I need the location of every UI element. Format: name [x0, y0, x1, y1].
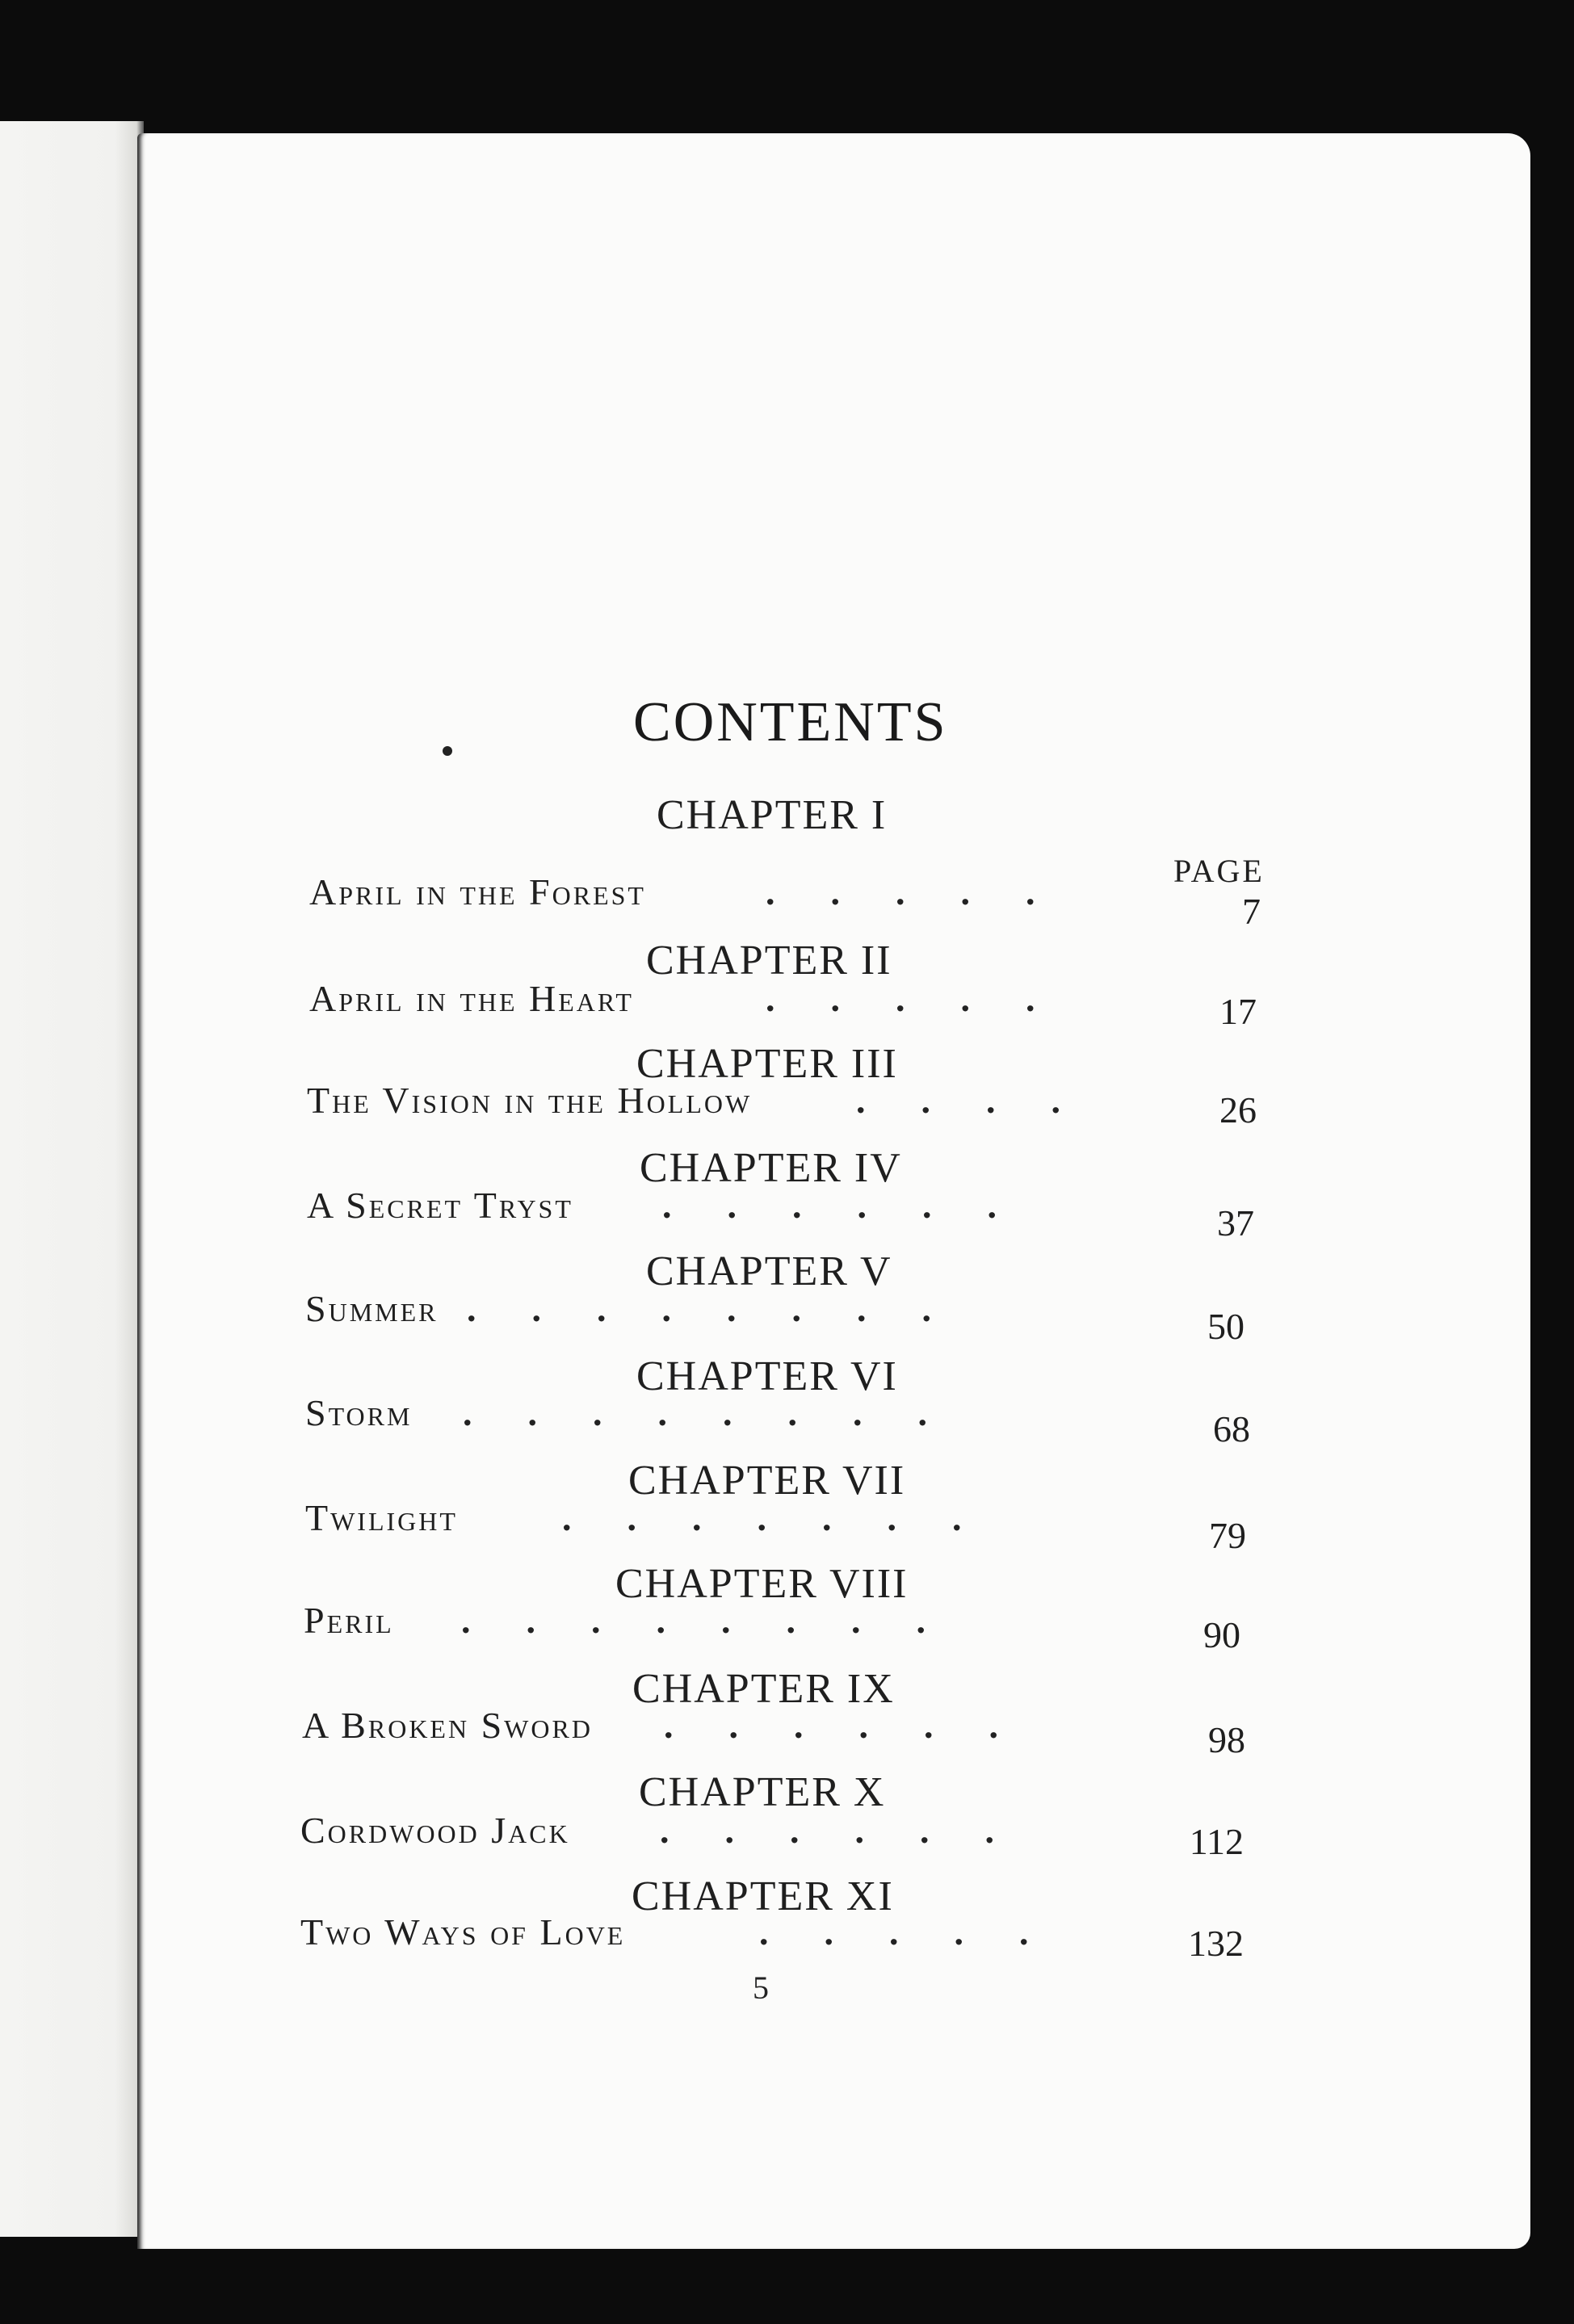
toc-entry[interactable] — [307, 1184, 1254, 1244]
toc-entry[interactable] — [300, 1809, 1244, 1865]
toc-entry[interactable] — [305, 1391, 1250, 1448]
entry-title: Peril — [304, 1600, 394, 1641]
chapter-heading: CHAPTER VI — [636, 1353, 898, 1399]
entry-title: A Broken Sword — [302, 1705, 593, 1746]
entry-page-number: 17 — [1219, 991, 1257, 1032]
leader-dots: . . . . . . . . — [461, 1600, 926, 1641]
chapter-heading: CHAPTER XI — [632, 1873, 894, 1919]
chapter-heading: CHAPTER II — [646, 938, 892, 984]
entry-title: Summer — [305, 1288, 439, 1329]
leader-dots: . . . . . — [766, 978, 1035, 1019]
toc-entry[interactable] — [309, 977, 1257, 1034]
toc-entry[interactable] — [305, 1287, 1245, 1347]
toc-entry[interactable] — [309, 870, 1261, 932]
entry-page-number: 79 — [1209, 1515, 1246, 1556]
entry-page-number: 68 — [1213, 1408, 1250, 1449]
entry-page-number: 37 — [1217, 1202, 1254, 1244]
toc-entry[interactable] — [305, 1496, 1246, 1556]
chapter-heading: CHAPTER IX — [632, 1666, 895, 1712]
chapter-heading: CHAPTER III — [636, 1041, 898, 1087]
chapter-heading: CHAPTER I — [657, 792, 888, 838]
entry-page-number: 26 — [1219, 1089, 1257, 1131]
page-folio-number: 5 — [753, 1970, 769, 2006]
entry-page-number: 112 — [1189, 1821, 1244, 1862]
entry-title: April in the Heart — [309, 978, 634, 1019]
entry-title: April in the Forest — [309, 871, 646, 912]
leader-dots: . . . . — [856, 1080, 1060, 1121]
leader-dots: . . . . . . — [662, 1185, 997, 1226]
entry-title: Cordwood Jack — [300, 1810, 570, 1851]
ink-spot — [443, 746, 452, 756]
toc-entry[interactable] — [304, 1599, 1240, 1655]
entry-page-number: 7 — [1242, 891, 1261, 932]
leader-dots: . . . . . . . . — [467, 1288, 931, 1329]
entry-title: A Secret Tryst — [307, 1185, 573, 1226]
entry-title: The Vision in the Hollow — [307, 1080, 753, 1121]
entry-page-number: 50 — [1207, 1306, 1245, 1347]
chapter-heading: CHAPTER X — [639, 1769, 886, 1815]
entry-title: Two Ways of Love — [300, 1911, 626, 1953]
chapter-heading: CHAPTER VIII — [615, 1561, 909, 1607]
entry-page-number: 98 — [1208, 1719, 1245, 1760]
leader-dots: . . . . . — [766, 871, 1035, 912]
leader-dots: . . . . . — [759, 1911, 1029, 1953]
facing-page-edge — [0, 121, 144, 2237]
entry-page-number: 132 — [1188, 1923, 1244, 1964]
entry-page-number: 90 — [1203, 1614, 1240, 1655]
entry-title: Storm — [305, 1392, 413, 1433]
leader-dots: . . . . . . . — [562, 1497, 962, 1538]
chapter-heading: CHAPTER V — [646, 1248, 892, 1294]
chapter-heading: CHAPTER IV — [640, 1145, 902, 1191]
toc-entry[interactable] — [302, 1704, 1245, 1760]
contents-heading: CONTENTS — [633, 691, 948, 753]
chapter-heading: CHAPTER VII — [628, 1458, 906, 1504]
toc-entry[interactable] — [300, 1911, 1244, 1967]
leader-dots: . . . . . . — [664, 1705, 998, 1746]
entry-title: Twilight — [305, 1497, 458, 1538]
page-column-label: PAGE — [1173, 853, 1265, 889]
leader-dots: . . . . . . . . — [463, 1392, 927, 1433]
leader-dots: . . . . . . — [660, 1810, 994, 1851]
toc-entry[interactable] — [307, 1079, 1257, 1135]
